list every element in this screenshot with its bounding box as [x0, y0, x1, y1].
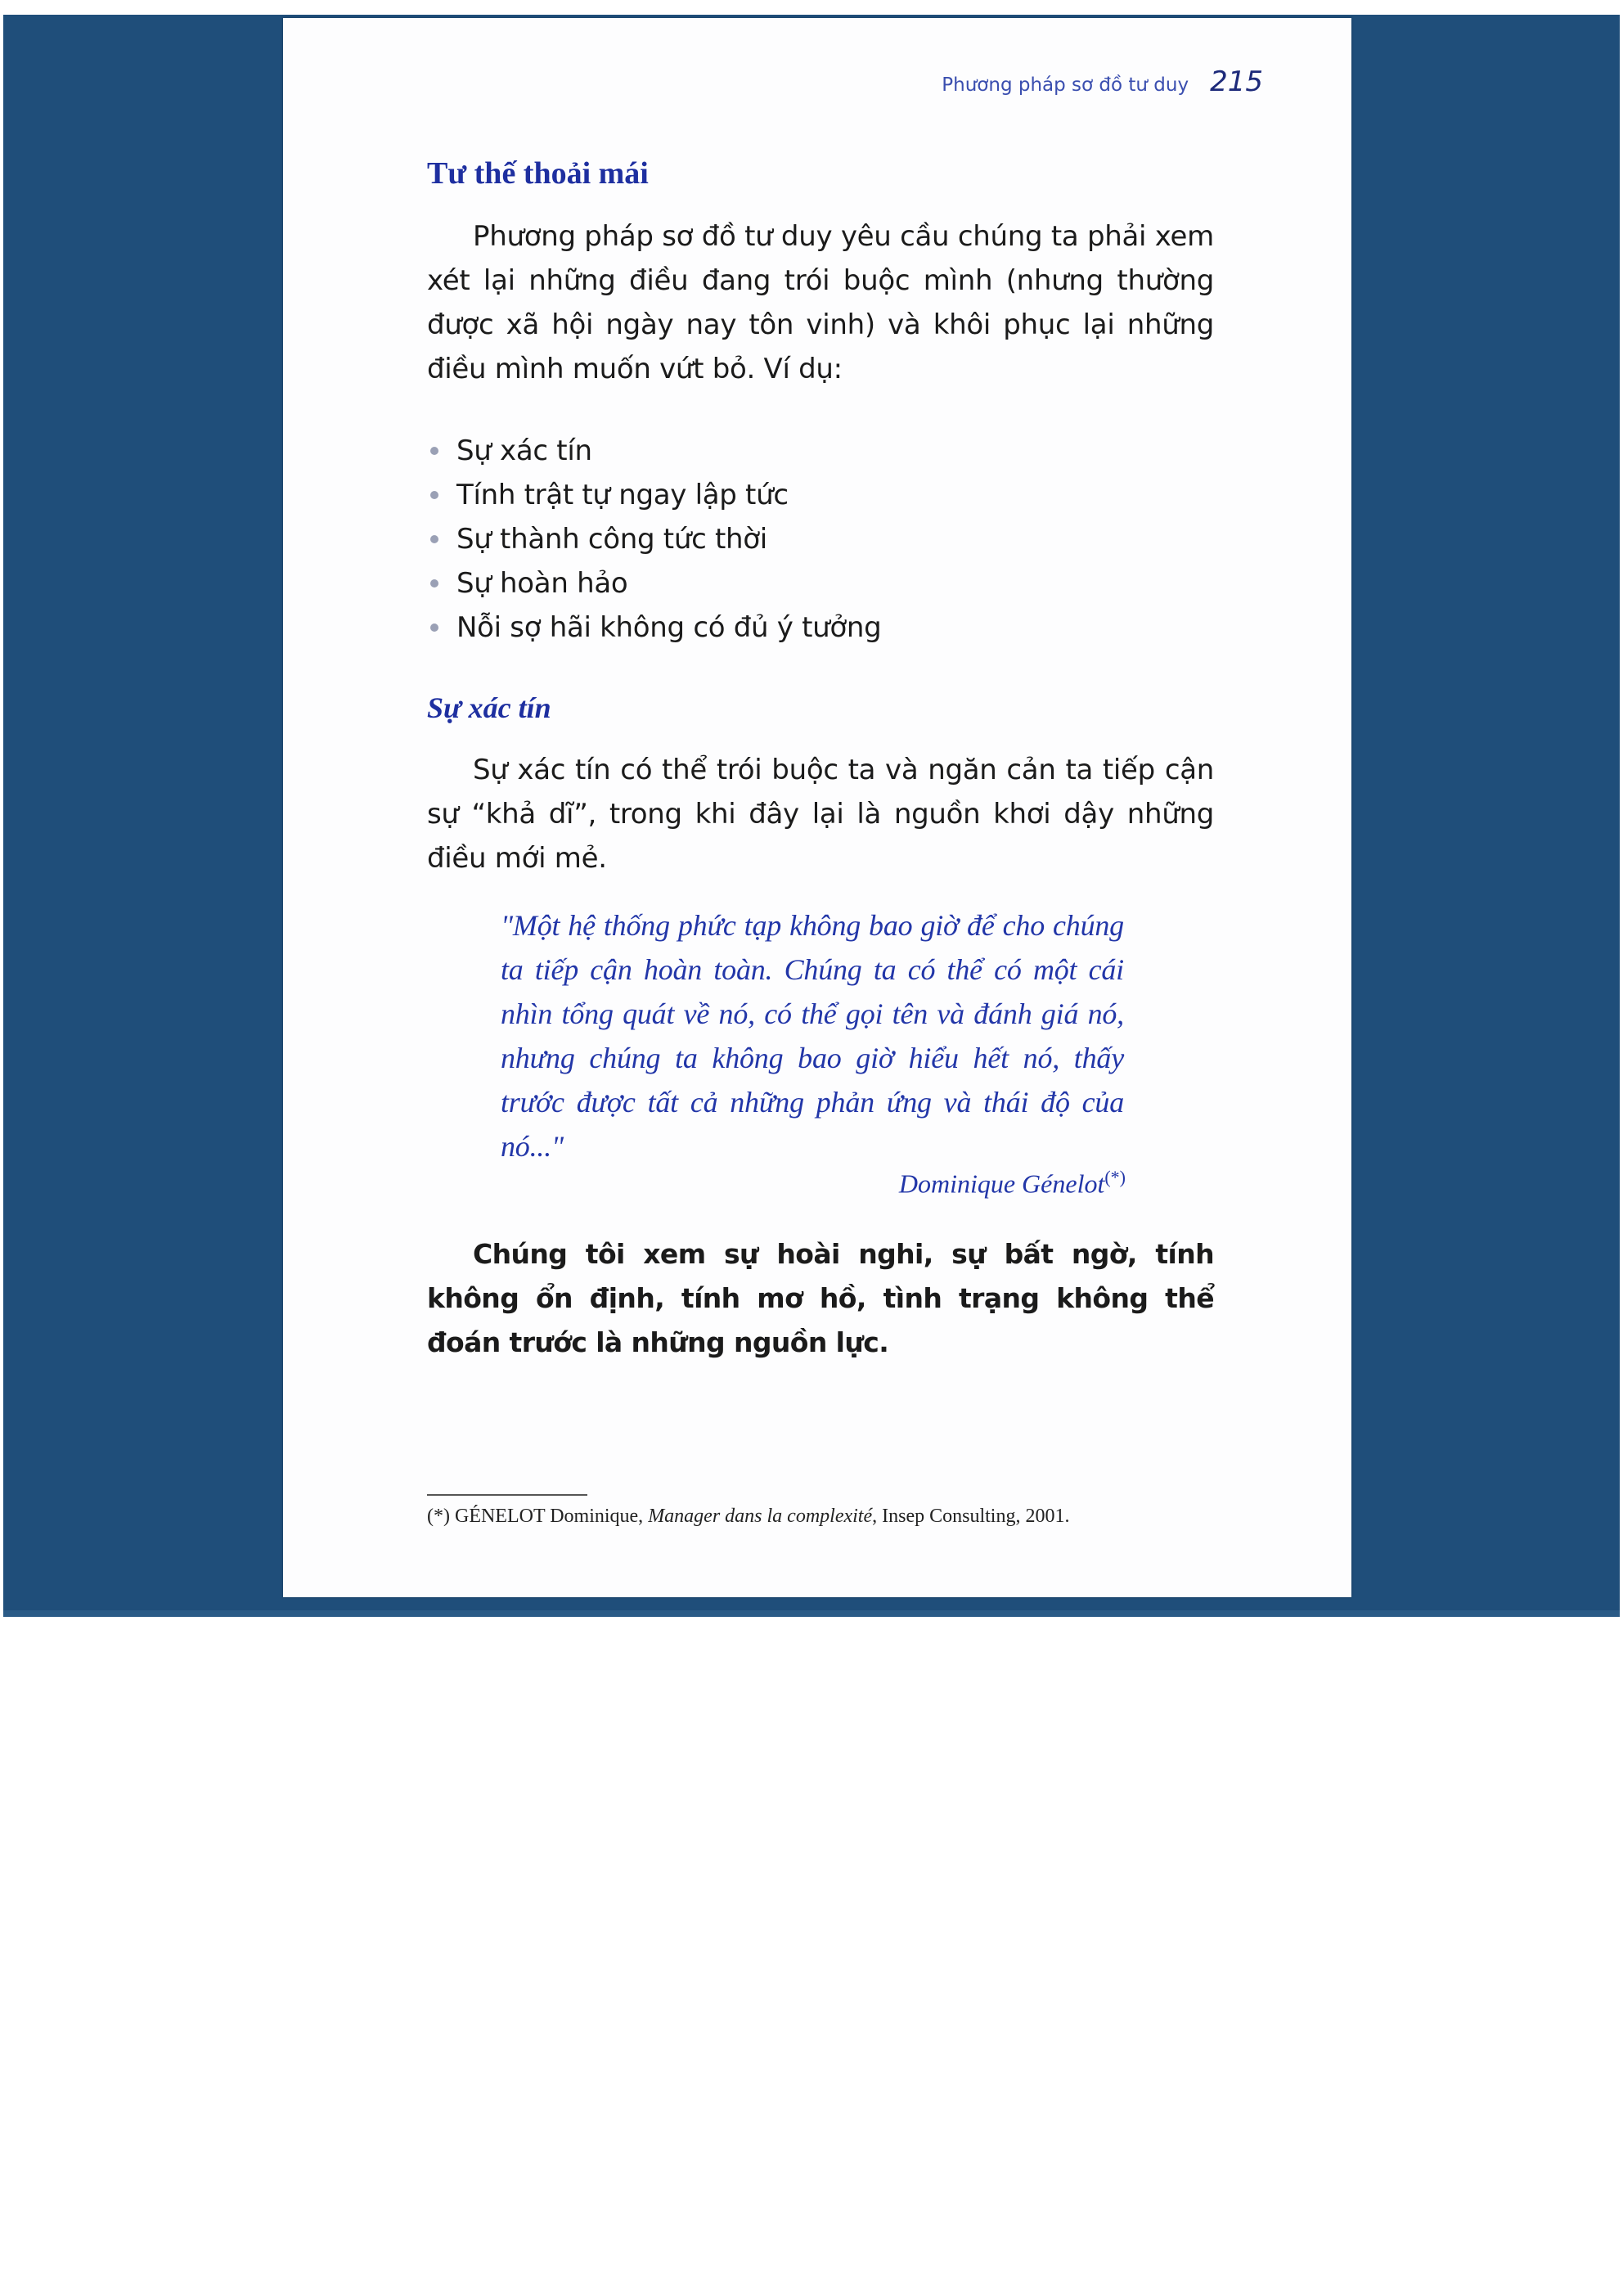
bullet-icon — [430, 447, 438, 455]
running-head-title: Phương pháp sơ đồ tư duy — [942, 74, 1189, 96]
book-page — [283, 18, 1351, 1597]
list-item-text: Sự hoàn hảo — [456, 567, 628, 600]
bullet-icon — [430, 491, 438, 499]
quote-attribution — [899, 1167, 1126, 1200]
footnote-divider — [427, 1494, 587, 1496]
list-item-text: Nỗi sợ hãi không có đủ ý tưởng — [456, 611, 882, 644]
list-item-text: Sự thành công tức thời — [456, 523, 767, 556]
bullet-icon — [430, 624, 438, 632]
footnote-marker: (*) — [427, 1506, 450, 1527]
list-item — [427, 473, 881, 517]
bullet-icon — [430, 579, 438, 588]
section-heading: Tư thế thoải mái — [427, 156, 649, 191]
running-head — [942, 65, 1263, 98]
conclusion-paragraph: Chúng tôi xem sự hoài nghi, sự bất ngờ, tính không ổn định, tính mơ hồ, tình trạng không thể đoán trước là những nguồn lực. — [427, 1238, 1214, 1358]
list-item — [427, 517, 881, 561]
quote-author: Dominique Génelot — [898, 1168, 1105, 1199]
footnote-work-title: Manager dans la complexité — [648, 1506, 873, 1527]
footnote-author: GÉNELOT Dominique, — [454, 1506, 644, 1527]
footnote-reference: (*) — [1104, 1167, 1126, 1187]
list-item — [427, 606, 881, 650]
block-quote: "Một hệ thống phức tạp không bao giờ để cho chúng ta tiếp cận hoàn toàn. Chúng ta có thể có một cái nhìn tổng quát về nó, có thể gọi tên và đánh giá nó, nhưng chúng ta không bao giờ hiểu hết nó, thấy trước được tất cả những phản ứng và thái độ của nó..." — [501, 909, 1124, 1163]
subsection-heading: Sự xác tín — [427, 691, 551, 724]
footnote-publisher: , Insep Consulting, 2001. — [872, 1506, 1070, 1527]
bullet-list — [427, 429, 881, 650]
bullet-icon — [430, 535, 438, 543]
footnote — [427, 1506, 1069, 1528]
list-item — [427, 429, 881, 473]
subsection-paragraph: Sự xác tín có thể trói buộc ta và ngăn cản ta tiếp cận sự “khả dĩ”, trong khi đây lại là nguồn khơi dậy những điều mới mẻ. — [427, 754, 1214, 875]
page-number: 215 — [1210, 65, 1263, 98]
intro-paragraph: Phương pháp sơ đồ tư duy yêu cầu chúng ta phải xem xét lại những điều đang trói buộc mình (nhưng thường được xã hội ngày nay tôn vinh) và khôi phục lại những điều mình muốn vứt bỏ. Ví dụ: — [427, 220, 1214, 385]
list-item-text: Sự xác tín — [456, 434, 592, 467]
list-item-text: Tính trật tự ngay lập tức — [456, 479, 789, 511]
list-item — [427, 561, 881, 606]
